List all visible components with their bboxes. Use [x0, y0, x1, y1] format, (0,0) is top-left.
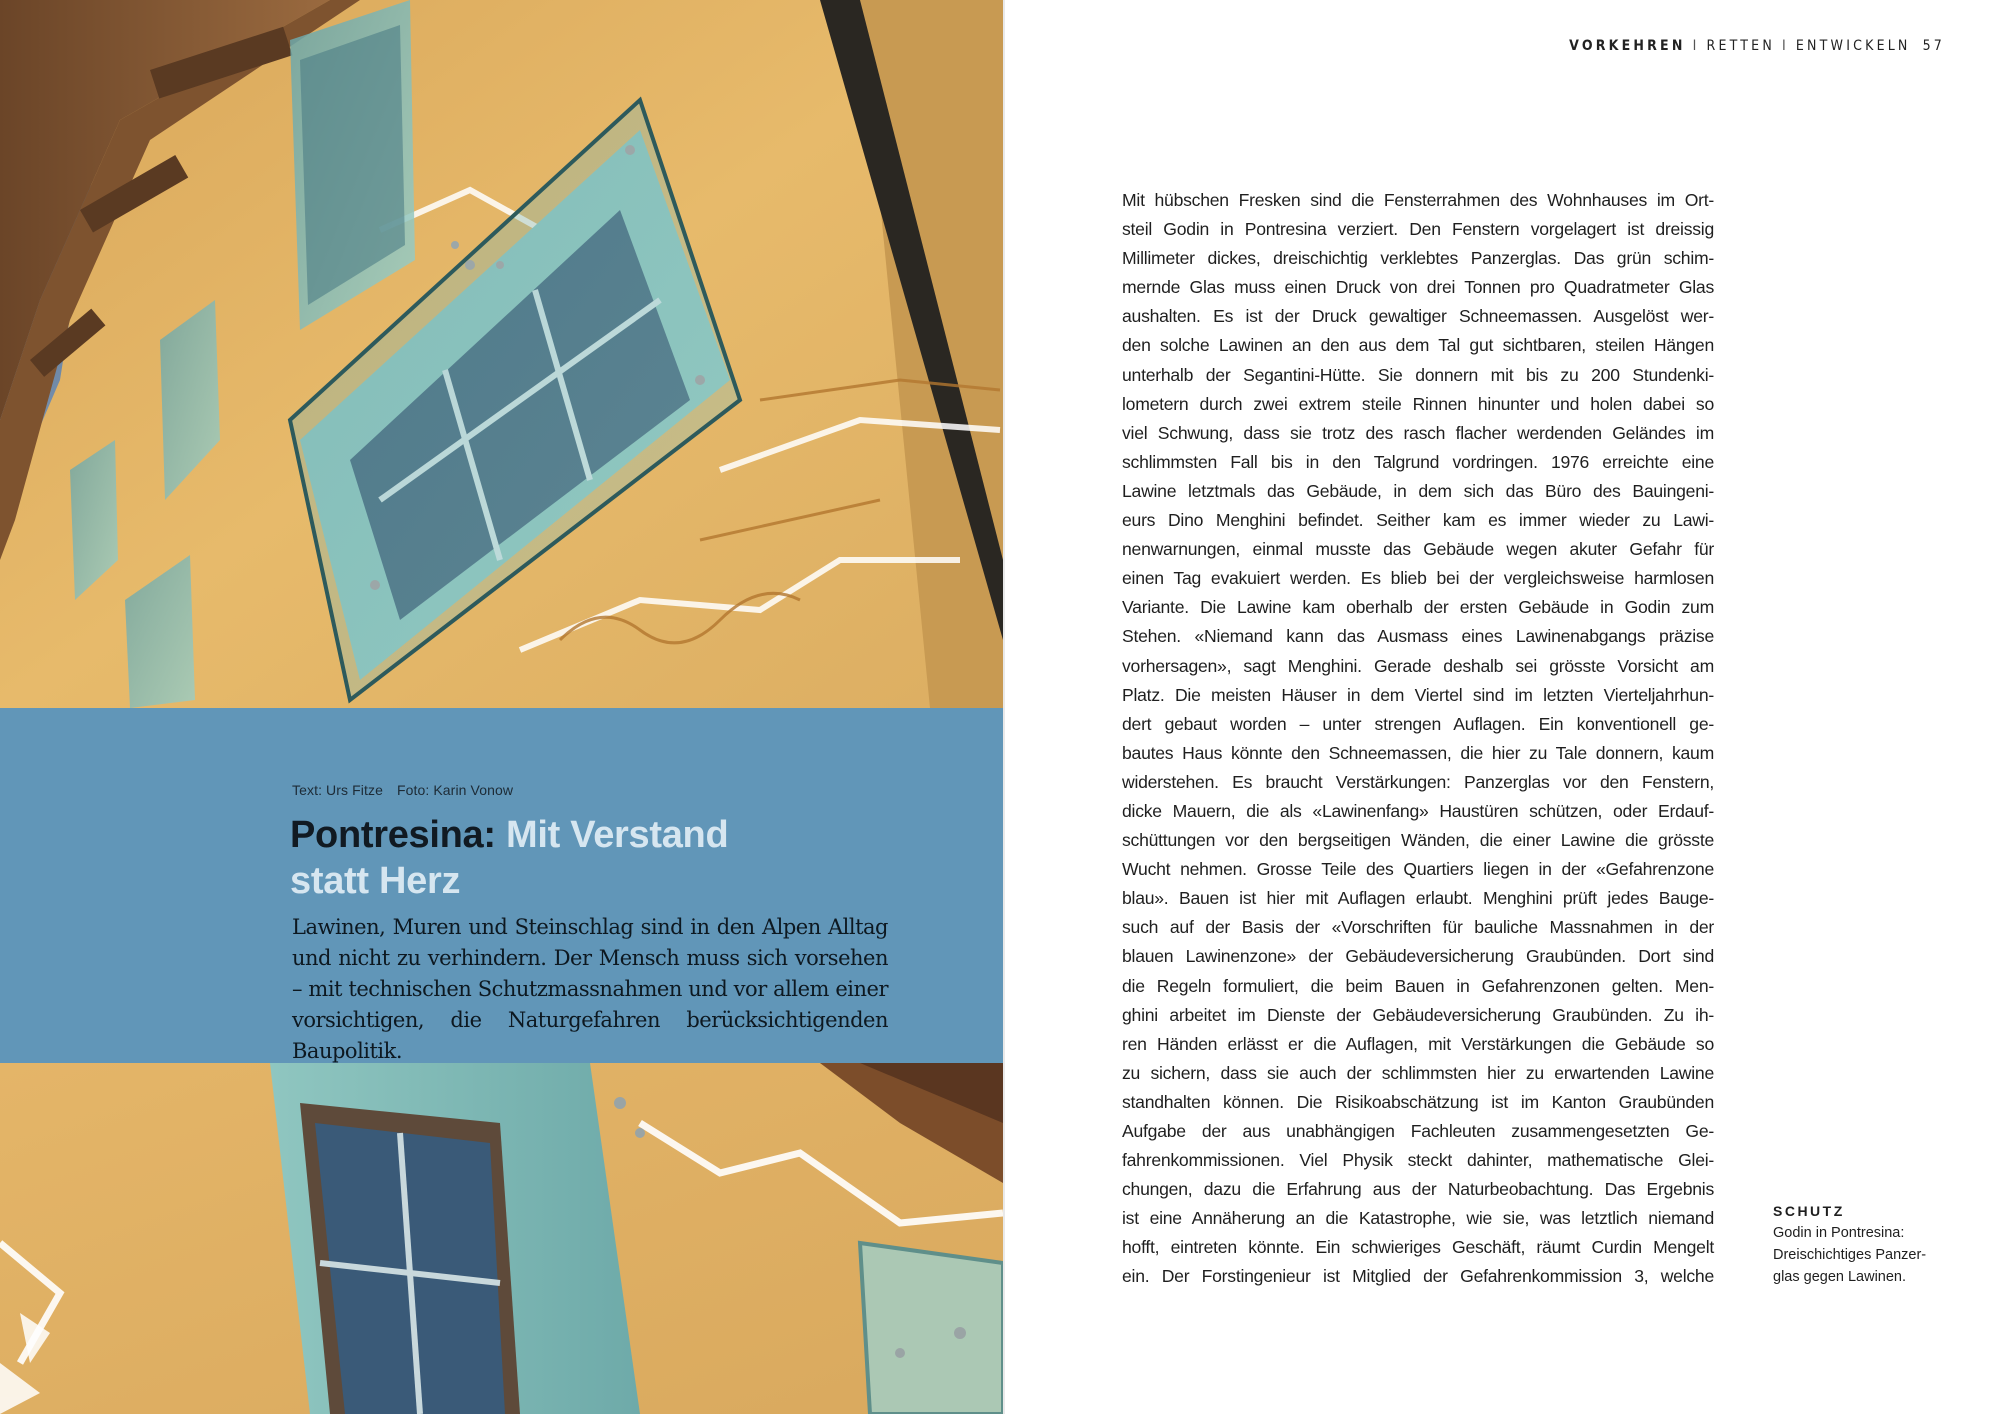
- running-head: [1569, 38, 1945, 54]
- section-entwickeln: ENTWICKELN: [1795, 38, 1911, 54]
- body-line: blau». Bauen ist hier mit Auflagen erlaubt. Menghini prüft jedes Bauge-: [1122, 888, 1714, 909]
- body-line: Millimeter dickes, dreischichtig verklebtes Panzerglas. Das grün schim-: [1122, 248, 1714, 269]
- body-line: vorhersagen», sagt Menghini. Gerade deshalb sei grösste Vorsicht am: [1122, 655, 1714, 676]
- body-line: Lawine letztmals das Gebäude, in dem sich das Büro des Bauingeni-: [1122, 480, 1714, 501]
- right-page: [1003, 0, 2000, 1414]
- section-separator: I: [1781, 38, 1789, 54]
- article-credits: [292, 782, 527, 798]
- body-line: Mit hübschen Fresken sind die Fensterrahmen des Wohnhauses im Ort-: [1122, 190, 1714, 210]
- caption-line: Godin in Pontresina:: [1773, 1225, 1905, 1241]
- body-line: lometern durch zwei extrem steile Rinnen hinunter und holen dabei so: [1122, 393, 1714, 414]
- article-title: [290, 812, 930, 904]
- body-line: unterhalb der Segantini-Hütte. Sie donnern mit bis zu 200 Stundenki-: [1122, 364, 1714, 385]
- body-line: eurs Dino Menghini befindet. Seither kam es immer wieder zu Lawi-: [1122, 510, 1714, 531]
- page-number: 57: [1922, 38, 1945, 54]
- body-line: Variante. Die Lawine kam oberhalb der ersten Gebäude in Godin zum: [1122, 597, 1714, 618]
- photo-caption: [1773, 1200, 1953, 1288]
- body-line: ein. Der Forstingenieur ist Mitglied der Gefahrenkommission 3, welche: [1122, 1266, 1714, 1287]
- caption-line: glas gegen Lawinen.: [1773, 1269, 1907, 1285]
- body-line: schlimmsten Fall bis in den Talgrund vordringen. 1976 erreichte eine: [1122, 451, 1714, 472]
- body-line: dicke Mauern, die als «Lawinenfang» Haustüren schützen, oder Erdauf-: [1122, 800, 1714, 821]
- body-line: such auf der Basis der «Vorschriften für bauliche Massnahmen in der: [1122, 917, 1714, 938]
- body-line: ren Händen erlässt er die Auflagen, mit Verstärkungen die Gebäude so: [1122, 1033, 1714, 1054]
- body-line: blauen Lawinenzone» der Gebäudeversicherung Graubünden. Dort sind: [1122, 946, 1714, 967]
- title-part-1: Mit Verstand: [506, 814, 729, 856]
- body-line: den solche Lawinen an den aus dem Tal gut sichtbaren, steilen Hängen: [1122, 335, 1714, 356]
- body-line: zu sichern, dass sie auch der schlimmsten hier zu erwartenden Lawine: [1122, 1062, 1714, 1083]
- section-retten: RETTEN: [1706, 38, 1775, 54]
- facade-photo-bottom: [0, 1063, 1003, 1414]
- article-body: [1122, 186, 1714, 1292]
- body-line: steil Godin in Pontresina verziert. Den Fenstern vorgelagert ist dreissig: [1122, 219, 1714, 240]
- body-line: bautes Haus könnte den Schneemassen, die hier zu Tale donnern, kaum: [1122, 742, 1714, 763]
- credit-photographer: Foto: Karin Vonow: [396, 782, 514, 798]
- body-line: standhalten können. Die Risikoabschätzung ist im Kanton Graubünden: [1122, 1091, 1714, 1112]
- body-line: schüttungen vor den bergseitigen Wänden, die einer Lawine die grösste: [1122, 830, 1714, 851]
- body-line: ghini arbeitet im Dienste der Gebäudeversicherung Graubünden. Zu ih-: [1122, 1004, 1714, 1025]
- body-line: aushalten. Es ist der Druck gewaltiger Schneemassen. Ausgelöst wer-: [1122, 306, 1714, 327]
- body-line: dert gebaut worden – unter strengen Auflagen. Ein konventionell ge-: [1122, 713, 1714, 734]
- body-line: hofft, eintreten könnte. Ein schwieriges Geschäft, räumt Curdin Mengelt: [1122, 1237, 1714, 1258]
- body-line: mernde Glas muss einen Druck von drei Tonnen pro Quadratmeter Glas: [1122, 277, 1714, 298]
- body-line: Aufgabe der aus unabhängigen Fachleuten zusammengesetzten Ge-: [1122, 1121, 1714, 1141]
- body-line: ist eine Annäherung an die Katastrophe, wie sie, was letztlich niemand: [1122, 1208, 1714, 1229]
- body-line: Wucht nehmen. Grosse Teile des Quartiers liegen in der «Gefahrenzone: [1122, 859, 1714, 880]
- title-place: Pontresina:: [290, 814, 496, 856]
- caption-title: SCHUTZ: [1773, 1203, 1845, 1219]
- body-line: einen Tag evakuiert werden. Es blieb bei der vergleichsweise harmlosen: [1122, 568, 1714, 589]
- body-line: nenwarnungen, einmal musste das Gebäude wegen akuter Gefahr für: [1122, 539, 1714, 560]
- body-line: Stehen. «Niemand kann das Ausmass eines Lawinenabgangs präzise: [1122, 626, 1714, 647]
- caption-line: Dreischichtiges Panzer-: [1773, 1247, 1927, 1263]
- body-line: widerstehen. Es braucht Verstärkungen: Panzerglas vor den Fenstern,: [1122, 771, 1714, 792]
- body-line: die Regeln formuliert, die beim Bauen in Gefahrenzonen gelten. Men-: [1122, 975, 1714, 996]
- body-line: fahrenkommissionen. Viel Physik steckt dahinter, mathematische Glei-: [1122, 1150, 1714, 1171]
- facade-photo-top: [0, 0, 1003, 708]
- credit-author: Text: Urs Fitze: [292, 782, 383, 798]
- article-lead: Lawinen, Muren und Steinschlag sind in den Alpen Alltag und nicht zu verhindern. Der Mensch muss sich vorsehen – mit technischen Schutzmassnahmen und vor allem einer vorsichtigen, die Naturgefahren berücksichtigenden Baupolitik.: [292, 915, 888, 1063]
- gutter: [1003, 0, 1005, 1414]
- section-separator: I: [1692, 38, 1700, 54]
- title-part-2: statt Herz: [290, 860, 461, 902]
- body-line: viel Schwung, dass sie trotz des rasch flacher werdenden Geländes im: [1122, 422, 1714, 443]
- body-line: Platz. Die meisten Häuser in dem Viertel sind im letzten Vierteljahrhun-: [1122, 684, 1714, 705]
- body-line: chungen, dazu die Erfahrung aus der Naturbeobachtung. Das Ergebnis: [1122, 1179, 1714, 1200]
- section-vorkehren: VORKEHREN: [1569, 38, 1686, 54]
